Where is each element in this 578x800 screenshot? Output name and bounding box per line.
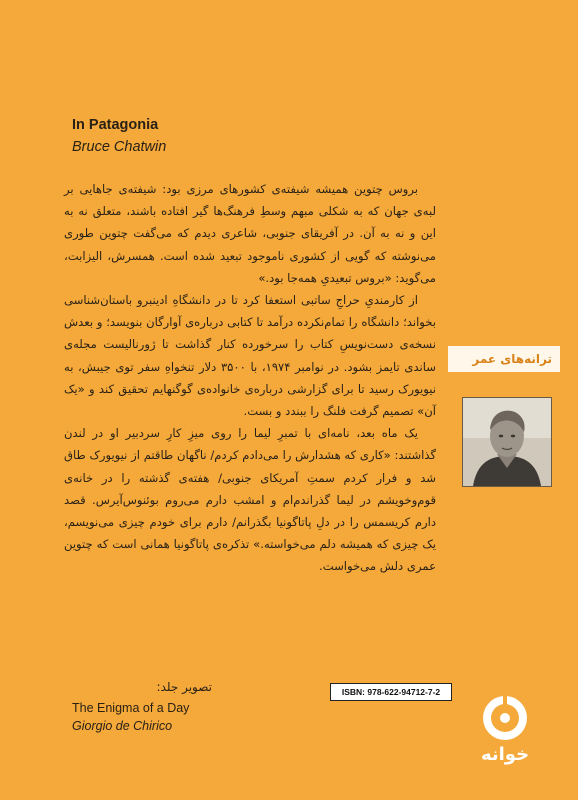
- book-title: In Patagonia: [72, 117, 159, 133]
- cover-artwork-title: The Enigma of a Day: [72, 701, 190, 715]
- blurb-paragraph: بروس چتوین همیشه شیفته‌ی کشورهای مرزی بود: شیفته‌ی جاهایی بر لبه‌ی جهان که به شکلی مبهم وسطِ فرهنگ‌ها گیر افتاده باشند، متعلق نه به این و نه به آن. در آفریقای جنوبی، شاعری دیدم که می‌گفت چتوین طوری می‌نوشته که گویی از کشوری ناموجود تبعید شده است. همسرش، الیزابت، می‌گوید: «بروس تبعیدیِ همه‌جا بود.»: [64, 182, 436, 285]
- cover-credit-label: تصویر جلد:: [156, 680, 212, 694]
- blurb-paragraph: از کارمندیِ حراجِ ساتبی استعفا کرد تا در دانشگاهِ ادینبرو باستان‌شناسی بخواند؛ دانشگاه را تمام‌نکرده درآمد تا کتابی درباره‌ی آوارگان بنویسد؛ و بعدش نسخه‌ی دست‌نویسِ کتاب را سرخورده کنار گذاشت تا ژورنالیست مجله‌ی ساندی تایمز بشود. در نوامبر ۱۹۷۴، با ۳۵۰۰ دلار تنخواهِ سفر توی جیبش، به نیویورک رسید تا برای گزارشی درباره‌ی خانواده‌ی گوگنهایم تحقیق کند و «یک آن» تصمیم گرفت فلنگ را ببندد و بست.: [64, 293, 437, 419]
- publisher-logo: [470, 690, 540, 770]
- publisher-name: خوانه: [480, 744, 530, 765]
- author-portrait-photo: [462, 397, 552, 487]
- book-author: Bruce Chatwin: [72, 139, 167, 155]
- series-label: ترانه‌های عمر: [472, 352, 552, 366]
- cover-artist-name: Giorgio de Chirico: [72, 719, 173, 733]
- blurb-paragraph: یک ماه بعد، نامه‌ای با تمبرِ لیما را روی میزِ کارِ سردبیر او در لندن گذاشتند: «کاری که هشدارش را می‌دادم کردم/ ناگهان طاقتم از نیویورک طاق شد و فرار کردم سمتِ آمریکای جنوبی/ هفته‌ی گذشته را در خانه‌ی قوم‌وخویشم در لیما گذراندم‌ام و امشب دارم می‌روم بوئنوس‌آیرس. قصد دارم کریسمس را در دلِ پاتاگونیا بگذرانم/ دارم برای خودم چیزی می‌نویسم، یک چیزی که همیشه دلم می‌خواسته.» تذکره‌ی پاتاگونیا همانی است که چتوین عمری دلش می‌خواست.: [64, 426, 436, 574]
- isbn-label: ISBN: 978-622-94712-7-2: [330, 683, 452, 701]
- author-portrait-image: [463, 398, 551, 486]
- blurb-text: [64, 178, 436, 578]
